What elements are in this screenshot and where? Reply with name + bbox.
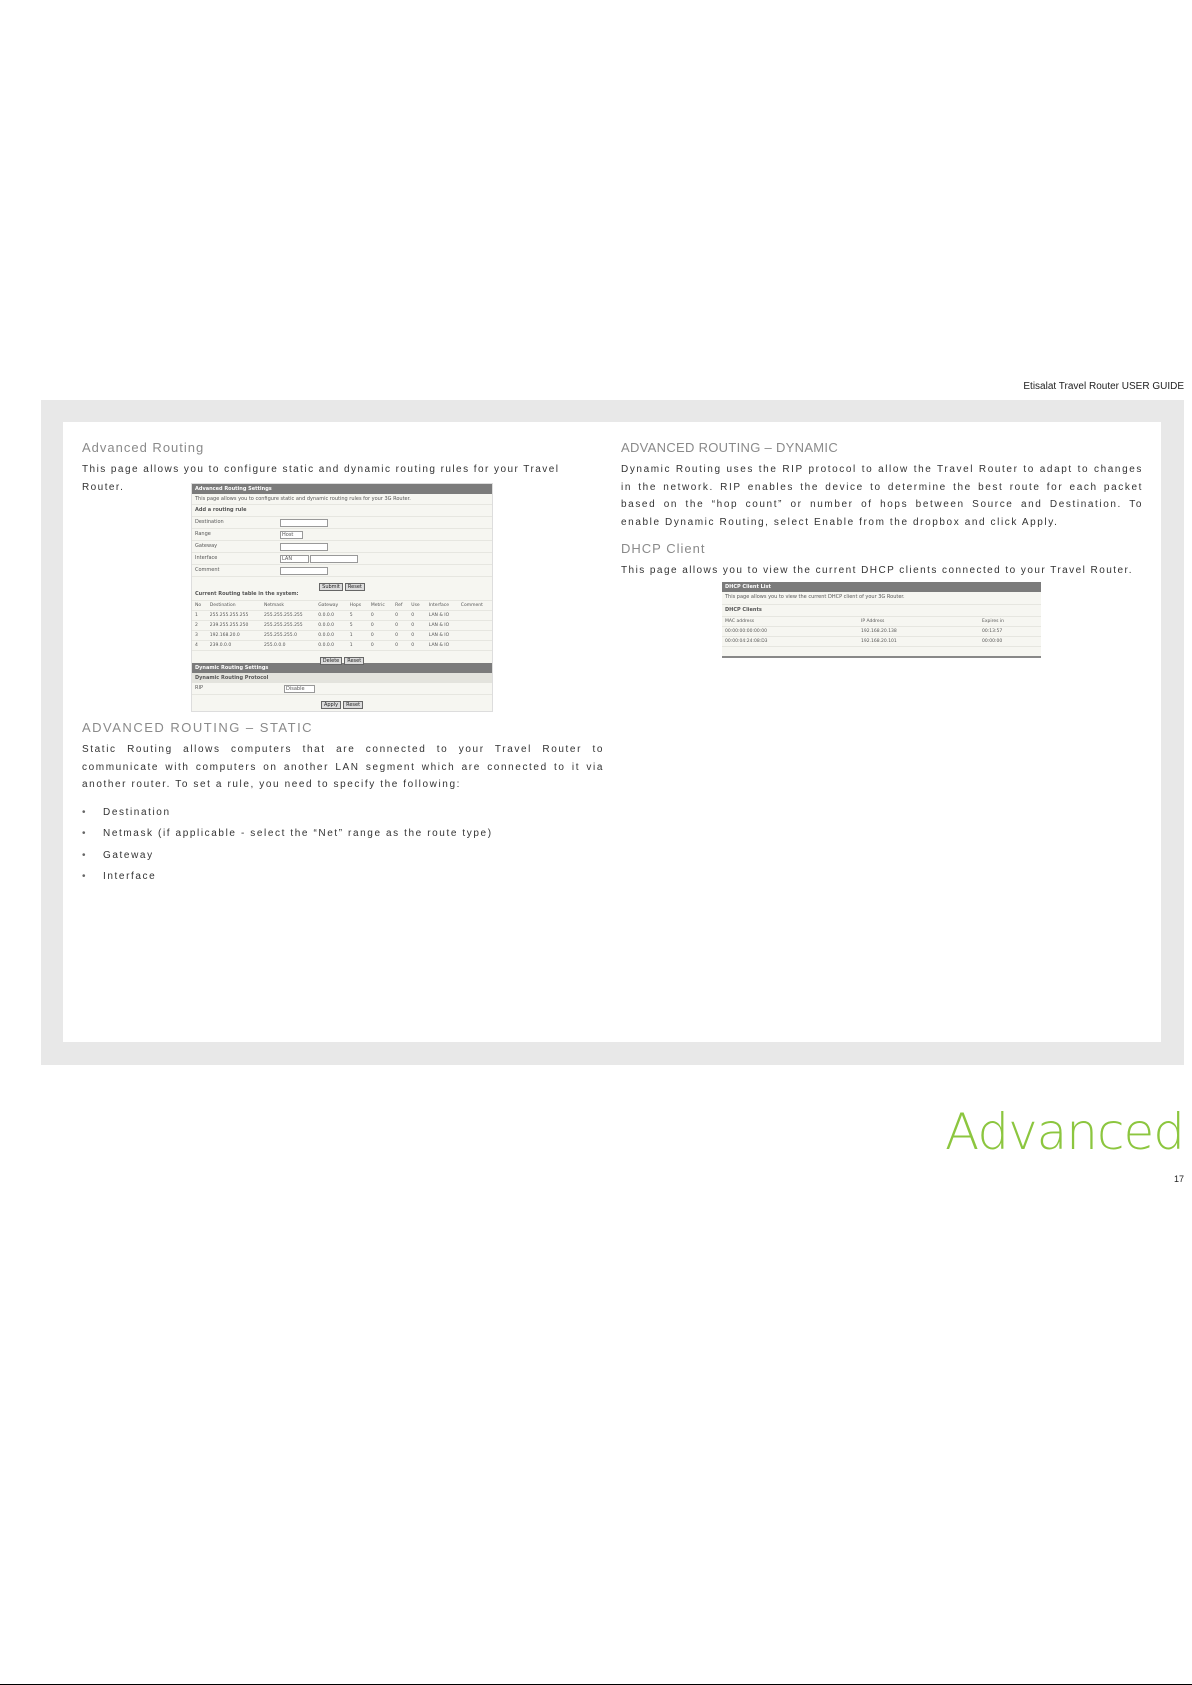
cell: 5 [347, 621, 368, 631]
cell: 0.0.0.0 [315, 611, 346, 621]
cell: 0.0.0.0 [315, 631, 346, 641]
cell: 0 [368, 611, 392, 621]
static-body: Static Routing allows computers that are connected to your Travel Router to communicate with computers on another LAN segment which are connected to it via another router. To set a rule, you need to specify the following: [82, 744, 604, 790]
dhcp-screenshot [722, 582, 1041, 658]
range-label: Range [195, 531, 211, 537]
cell: 0 [368, 631, 392, 641]
table-reset-button[interactable]: Reset [344, 657, 364, 665]
routing-table-title: Current Routing table in the system: [195, 591, 299, 597]
cell: 192.168.20.0 [207, 631, 261, 641]
cell: 00:00:00:00:00:00 [722, 627, 858, 637]
dhcp-bar-title: DHCP Client List [722, 582, 1041, 592]
reset-button[interactable]: Reset [345, 583, 365, 591]
destination-label: Destination [195, 519, 224, 525]
cell: 1 [192, 611, 207, 621]
cell: 0 [392, 631, 408, 641]
table-row[interactable] [722, 637, 1041, 647]
col-header: Comment [458, 601, 492, 611]
cell: 1 [347, 641, 368, 651]
cell: 0 [368, 641, 392, 651]
apply-button[interactable]: Apply [321, 701, 341, 709]
advanced-routing-body: This page allows you to configure static and dynamic routing rules for your Travel Router. [82, 464, 560, 493]
col-header: Destination [207, 601, 261, 611]
table-row[interactable] [192, 611, 492, 621]
interface-label: Interface [195, 555, 218, 561]
cell: LAN & IO [426, 631, 458, 641]
dhcp-table [722, 617, 1041, 647]
delete-button[interactable]: Delete [320, 657, 342, 665]
cell: 192.168.20.138 [858, 627, 979, 637]
col-header: Ref [392, 601, 408, 611]
static-section [82, 720, 604, 888]
destination-input[interactable] [280, 519, 328, 527]
comment-label: Comment [195, 567, 220, 573]
add-rule-title: Add a routing rule [195, 507, 247, 513]
gateway-input[interactable] [280, 543, 328, 551]
cell: 0 [392, 621, 408, 631]
dynamic-routing-bar: Dynamic Routing Settings [192, 663, 492, 673]
static-title: ADVANCED ROUTING – STATIC [82, 720, 314, 735]
cell: 239.0.0.0 [207, 641, 261, 651]
dhcp-clients-subtitle: DHCP Clients [725, 607, 762, 613]
cell: 255.0.0.0 [261, 641, 315, 651]
cell: 255.255.255.255 [261, 621, 315, 631]
col-header: MAC address [722, 617, 858, 627]
interface-select[interactable]: LAN [280, 555, 309, 563]
cell: 0 [408, 621, 426, 631]
static-bullet-list [82, 802, 604, 888]
cell [458, 641, 492, 651]
cell: 239.255.255.250 [207, 621, 261, 631]
cell: 5 [347, 611, 368, 621]
cell: 00:00:04:24:08:D3 [722, 637, 858, 647]
cell: 0 [408, 641, 426, 651]
advanced-routing-screenshot [191, 483, 493, 712]
cell: LAN & IO [426, 641, 458, 651]
col-header: Interface [426, 601, 458, 611]
col-header: Netmask [261, 601, 315, 611]
cell: 255.255.255.0 [261, 631, 315, 641]
cell: 0.0.0.0 [315, 621, 346, 631]
screenshot-intro: This page allows you to configure static and dynamic routing rules for your 3G Router. [195, 496, 411, 502]
list-item: • Destination [82, 802, 604, 824]
list-item: • Gateway [82, 845, 604, 867]
dynamic-reset-button[interactable]: Reset [343, 701, 363, 709]
col-header: Hops [347, 601, 368, 611]
col-header: Expires in [979, 617, 1041, 627]
col-header: Gateway [315, 601, 346, 611]
page-number: 17 [1173, 1174, 1184, 1184]
screenshot-bar-title: Advanced Routing Settings [192, 484, 492, 494]
cell [458, 611, 492, 621]
cell: LAN & IO [426, 621, 458, 631]
cell: LAN & IO [426, 611, 458, 621]
cell: 255.255.255.255 [207, 611, 261, 621]
interface-input[interactable] [310, 555, 358, 563]
range-select[interactable]: Host [280, 531, 303, 539]
table-row[interactable] [722, 627, 1041, 637]
comment-input[interactable] [280, 567, 328, 575]
cell: 0 [392, 611, 408, 621]
cell: 0.0.0.0 [315, 641, 346, 651]
rip-label: RIP [195, 685, 203, 691]
submit-button[interactable]: Submit [319, 583, 343, 591]
table-row[interactable] [192, 641, 492, 651]
cell: 192.168.20.101 [858, 637, 979, 647]
list-item: • Netmask (if applicable - select the “Net” range as the route type) [82, 823, 604, 845]
gateway-label: Gateway [195, 543, 218, 549]
section-word: Advanced [945, 1103, 1184, 1161]
cell: 00:00:00 [979, 637, 1041, 647]
cell [458, 621, 492, 631]
list-item: • Interface [82, 866, 604, 888]
cell: 0 [408, 631, 426, 641]
cell: 4 [192, 641, 207, 651]
cell: 2 [192, 621, 207, 631]
cell: 3 [192, 631, 207, 641]
advanced-routing-title: Advanced Routing [82, 440, 205, 455]
cell: 255.255.255.255 [261, 611, 315, 621]
cell: 0 [408, 611, 426, 621]
table-row[interactable] [192, 621, 492, 631]
document-header: Etisalat Travel Router USER GUIDE [1023, 381, 1184, 392]
cell: 1 [347, 631, 368, 641]
col-header: No [192, 601, 207, 611]
cell: 00:13:57 [979, 627, 1041, 637]
dhcp-title: DHCP Client [621, 541, 706, 556]
right-column [621, 440, 1143, 580]
routing-table [192, 601, 492, 651]
dhcp-body: This page allows you to view the current DHCP clients connected to your Travel Router. [621, 565, 1133, 576]
dynamic-body: Dynamic Routing uses the RIP protocol to allow the Travel Router to adapt to changes in the network. RIP enables the device to determine the best route for each packet based on the “hop count” or number of hops between Source and Destination. To enable Dynamic Routing, select Enable from the dropbox and click Apply. [621, 464, 1143, 528]
col-header: Metric [368, 601, 392, 611]
col-header: Use [408, 601, 426, 611]
cell [458, 631, 492, 641]
cell: 0 [368, 621, 392, 631]
dynamic-title: ADVANCED ROUTING – DYNAMIC [621, 440, 839, 455]
dhcp-intro: This page allows you to view the current DHCP client of your 3G Router. [725, 594, 905, 600]
table-row[interactable] [192, 631, 492, 641]
cell: 0 [392, 641, 408, 651]
col-header: IP Address [858, 617, 979, 627]
dynamic-routing-subtitle: Dynamic Routing Protocol [192, 673, 492, 683]
rip-select[interactable]: Disable [284, 685, 315, 693]
